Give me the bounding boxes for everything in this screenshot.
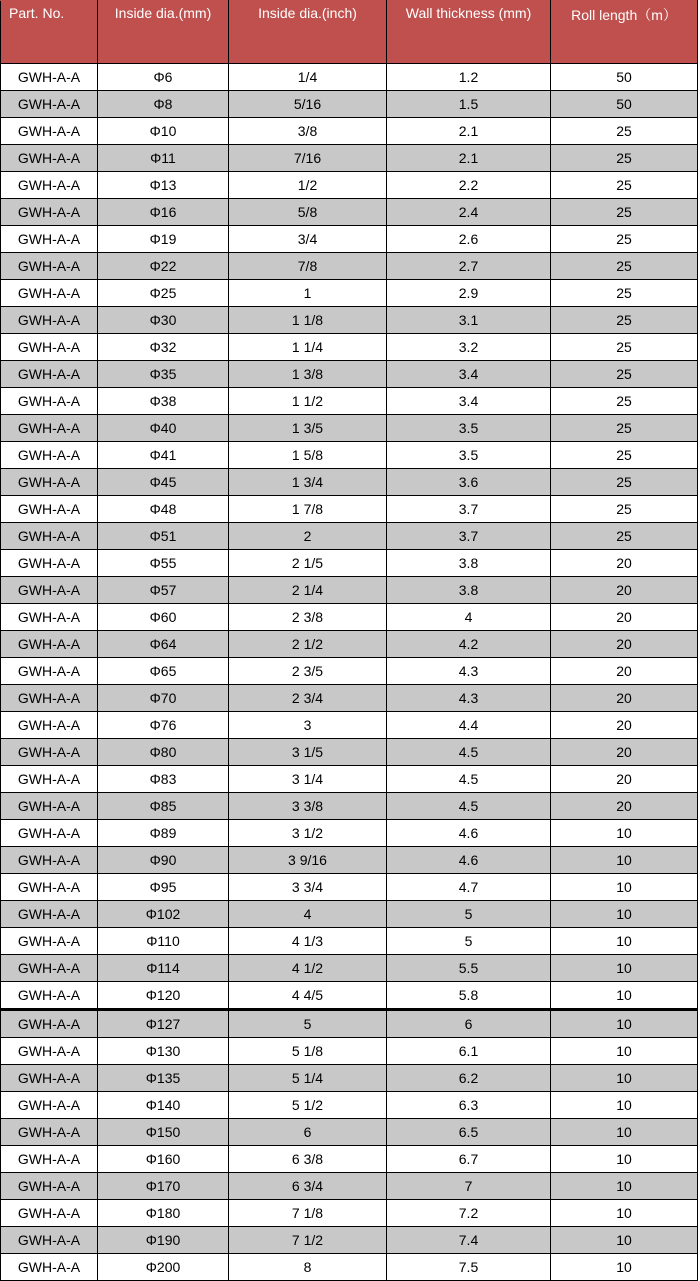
table-row [1, 469, 698, 496]
part-no-cell: GWH-A-A [1, 226, 98, 253]
wall-thickness-cell: 3.5 [387, 442, 551, 469]
inside-dia-mm-cell: Φ16 [98, 199, 229, 226]
wall-thickness-cell: 7.2 [387, 1200, 551, 1227]
inside-dia-inch-cell: 6 3/4 [229, 1173, 387, 1200]
part-no-cell: GWH-A-A [1, 928, 98, 955]
roll-length-cell: 50 [551, 64, 698, 91]
inside-dia-mm-cell: Φ60 [98, 604, 229, 631]
part-no-cell: GWH-A-A [1, 199, 98, 226]
table-row [1, 523, 698, 550]
part-no-cell: GWH-A-A [1, 91, 98, 118]
table-row [1, 766, 698, 793]
roll-length-cell: 10 [551, 982, 698, 1010]
inside-dia-mm-cell: Φ190 [98, 1227, 229, 1254]
inside-dia-mm-cell: Φ127 [98, 1010, 229, 1038]
inside-dia-mm-cell: Φ25 [98, 280, 229, 307]
wall-thickness-cell: 1.2 [387, 64, 551, 91]
inside-dia-inch-cell: 1/4 [229, 64, 387, 91]
table-row [1, 307, 698, 334]
inside-dia-mm-cell: Φ89 [98, 820, 229, 847]
inside-dia-inch-cell: 3/4 [229, 226, 387, 253]
part-no-cell: GWH-A-A [1, 334, 98, 361]
part-no-cell: GWH-A-A [1, 712, 98, 739]
inside-dia-mm-cell: Φ76 [98, 712, 229, 739]
roll-length-cell: 50 [551, 91, 698, 118]
roll-length-cell: 10 [551, 1173, 698, 1200]
inside-dia-inch-cell: 2 1/4 [229, 577, 387, 604]
table-row [1, 1010, 698, 1038]
inside-dia-inch-cell: 1 3/5 [229, 415, 387, 442]
inside-dia-inch-cell: 3 3/4 [229, 874, 387, 901]
wall-thickness-cell: 2.7 [387, 253, 551, 280]
table-row [1, 361, 698, 388]
part-no-cell: GWH-A-A [1, 685, 98, 712]
inside-dia-mm-cell: Φ200 [98, 1254, 229, 1281]
part-no-cell: GWH-A-A [1, 280, 98, 307]
wall-thickness-cell: 5.8 [387, 982, 551, 1010]
inside-dia-mm-cell: Φ102 [98, 901, 229, 928]
part-no-cell: GWH-A-A [1, 1173, 98, 1200]
part-no-cell: GWH-A-A [1, 604, 98, 631]
roll-length-cell: 20 [551, 577, 698, 604]
table-row [1, 1119, 698, 1146]
roll-length-cell: 25 [551, 469, 698, 496]
wall-thickness-cell: 4.6 [387, 820, 551, 847]
wall-thickness-cell: 2.6 [387, 226, 551, 253]
wall-thickness-cell: 3.6 [387, 469, 551, 496]
table-header [1, 1, 698, 64]
wall-thickness-cell: 4.2 [387, 631, 551, 658]
part-no-cell: GWH-A-A [1, 739, 98, 766]
table-row [1, 199, 698, 226]
wall-thickness-cell: 2.2 [387, 172, 551, 199]
inside-dia-mm-cell: Φ19 [98, 226, 229, 253]
inside-dia-inch-cell: 4 4/5 [229, 982, 387, 1010]
wall-thickness-cell: 6.7 [387, 1146, 551, 1173]
inside-dia-inch-cell: 5/8 [229, 199, 387, 226]
table-row [1, 334, 698, 361]
part-no-cell: GWH-A-A [1, 982, 98, 1010]
table-row [1, 64, 698, 91]
roll-length-cell: 10 [551, 874, 698, 901]
inside-dia-inch-cell: 2 1/5 [229, 550, 387, 577]
wall-thickness-cell: 2.1 [387, 145, 551, 172]
wall-thickness-cell: 4.3 [387, 658, 551, 685]
wall-thickness-cell: 4.4 [387, 712, 551, 739]
wall-thickness-cell: 4 [387, 604, 551, 631]
roll-length-cell: 10 [551, 1065, 698, 1092]
inside-dia-mm-cell: Φ110 [98, 928, 229, 955]
inside-dia-mm-cell: Φ135 [98, 1065, 229, 1092]
table-row [1, 1065, 698, 1092]
roll-length-cell: 10 [551, 1119, 698, 1146]
table-row [1, 928, 698, 955]
part-no-cell: GWH-A-A [1, 118, 98, 145]
inside-dia-inch-cell: 1 5/8 [229, 442, 387, 469]
inside-dia-inch-cell: 2 3/5 [229, 658, 387, 685]
part-no-cell: GWH-A-A [1, 874, 98, 901]
inside-dia-inch-cell: 1 7/8 [229, 496, 387, 523]
part-no-cell: GWH-A-A [1, 1092, 98, 1119]
wall-thickness-cell: 6.3 [387, 1092, 551, 1119]
header-wall-thickness: Wall thickness (mm) [387, 1, 551, 64]
wall-thickness-cell: 4.3 [387, 685, 551, 712]
roll-length-cell: 10 [551, 1146, 698, 1173]
part-no-cell: GWH-A-A [1, 172, 98, 199]
inside-dia-mm-cell: Φ11 [98, 145, 229, 172]
part-no-cell: GWH-A-A [1, 469, 98, 496]
inside-dia-mm-cell: Φ48 [98, 496, 229, 523]
table-row [1, 658, 698, 685]
inside-dia-inch-cell: 3 1/2 [229, 820, 387, 847]
part-no-cell: GWH-A-A [1, 361, 98, 388]
wall-thickness-cell: 4.5 [387, 766, 551, 793]
table-row [1, 712, 698, 739]
roll-length-cell: 10 [551, 1092, 698, 1119]
roll-length-cell: 25 [551, 145, 698, 172]
inside-dia-mm-cell: Φ35 [98, 361, 229, 388]
table-row [1, 442, 698, 469]
part-no-cell: GWH-A-A [1, 523, 98, 550]
table-row [1, 793, 698, 820]
inside-dia-inch-cell: 1 3/8 [229, 361, 387, 388]
inside-dia-inch-cell: 3 3/8 [229, 793, 387, 820]
inside-dia-inch-cell: 3 1/5 [229, 739, 387, 766]
wall-thickness-cell: 5 [387, 928, 551, 955]
inside-dia-mm-cell: Φ85 [98, 793, 229, 820]
part-no-cell: GWH-A-A [1, 820, 98, 847]
header-inside-dia-inch: Inside dia.(inch) [229, 1, 387, 64]
roll-length-cell: 25 [551, 415, 698, 442]
roll-length-cell: 25 [551, 253, 698, 280]
inside-dia-inch-cell: 7/8 [229, 253, 387, 280]
table-row [1, 631, 698, 658]
inside-dia-mm-cell: Φ57 [98, 577, 229, 604]
table-row [1, 739, 698, 766]
part-no-cell: GWH-A-A [1, 64, 98, 91]
part-no-cell: GWH-A-A [1, 253, 98, 280]
table-row [1, 955, 698, 982]
roll-length-cell: 25 [551, 172, 698, 199]
wall-thickness-cell: 6 [387, 1010, 551, 1038]
table-row [1, 91, 698, 118]
roll-length-cell: 25 [551, 361, 698, 388]
roll-length-cell: 25 [551, 334, 698, 361]
part-no-cell: GWH-A-A [1, 1065, 98, 1092]
wall-thickness-cell: 2.1 [387, 118, 551, 145]
roll-length-cell: 10 [551, 1227, 698, 1254]
inside-dia-mm-cell: Φ38 [98, 388, 229, 415]
part-no-cell: GWH-A-A [1, 145, 98, 172]
roll-length-cell: 25 [551, 199, 698, 226]
roll-length-cell: 25 [551, 496, 698, 523]
roll-length-cell: 10 [551, 1010, 698, 1038]
table-row [1, 1227, 698, 1254]
inside-dia-mm-cell: Φ13 [98, 172, 229, 199]
wall-thickness-cell: 7.5 [387, 1254, 551, 1281]
table-row [1, 982, 698, 1010]
roll-length-cell: 25 [551, 388, 698, 415]
roll-length-cell: 10 [551, 847, 698, 874]
table-row [1, 1254, 698, 1281]
table-row [1, 820, 698, 847]
inside-dia-mm-cell: Φ41 [98, 442, 229, 469]
table-row [1, 253, 698, 280]
inside-dia-inch-cell: 5 1/2 [229, 1092, 387, 1119]
part-no-cell: GWH-A-A [1, 766, 98, 793]
inside-dia-mm-cell: Φ30 [98, 307, 229, 334]
wall-thickness-cell: 3.4 [387, 361, 551, 388]
wall-thickness-cell: 3.7 [387, 523, 551, 550]
table-row [1, 577, 698, 604]
wall-thickness-cell: 5 [387, 901, 551, 928]
inside-dia-inch-cell: 3 [229, 712, 387, 739]
roll-length-cell: 25 [551, 442, 698, 469]
part-no-cell: GWH-A-A [1, 388, 98, 415]
wall-thickness-cell: 2.9 [387, 280, 551, 307]
inside-dia-mm-cell: Φ32 [98, 334, 229, 361]
inside-dia-mm-cell: Φ70 [98, 685, 229, 712]
table-row [1, 1038, 698, 1065]
inside-dia-mm-cell: Φ90 [98, 847, 229, 874]
inside-dia-mm-cell: Φ22 [98, 253, 229, 280]
roll-length-cell: 20 [551, 550, 698, 577]
part-no-cell: GWH-A-A [1, 1038, 98, 1065]
roll-length-cell: 10 [551, 820, 698, 847]
roll-length-cell: 20 [551, 658, 698, 685]
inside-dia-mm-cell: Φ55 [98, 550, 229, 577]
table-row [1, 550, 698, 577]
roll-length-cell: 25 [551, 118, 698, 145]
wall-thickness-cell: 3.7 [387, 496, 551, 523]
header-part-no: Part. No. [1, 1, 98, 64]
roll-length-cell: 20 [551, 712, 698, 739]
part-no-cell: GWH-A-A [1, 1227, 98, 1254]
inside-dia-inch-cell: 2 [229, 523, 387, 550]
inside-dia-inch-cell: 5 1/4 [229, 1065, 387, 1092]
wall-thickness-cell: 3.2 [387, 334, 551, 361]
table-row [1, 604, 698, 631]
inside-dia-mm-cell: Φ6 [98, 64, 229, 91]
roll-length-cell: 20 [551, 766, 698, 793]
table-row [1, 118, 698, 145]
part-no-cell: GWH-A-A [1, 415, 98, 442]
inside-dia-inch-cell: 2 3/8 [229, 604, 387, 631]
wall-thickness-cell: 3.5 [387, 415, 551, 442]
inside-dia-inch-cell: 2 3/4 [229, 685, 387, 712]
table-row [1, 1173, 698, 1200]
inside-dia-inch-cell: 1 [229, 280, 387, 307]
roll-length-cell: 25 [551, 226, 698, 253]
inside-dia-inch-cell: 7/16 [229, 145, 387, 172]
part-no-cell: GWH-A-A [1, 1254, 98, 1281]
inside-dia-inch-cell: 4 1/2 [229, 955, 387, 982]
wall-thickness-cell: 4.7 [387, 874, 551, 901]
part-no-cell: GWH-A-A [1, 496, 98, 523]
table-row [1, 280, 698, 307]
inside-dia-inch-cell: 4 [229, 901, 387, 928]
inside-dia-inch-cell: 1 1/8 [229, 307, 387, 334]
inside-dia-inch-cell: 6 3/8 [229, 1146, 387, 1173]
part-no-cell: GWH-A-A [1, 1200, 98, 1227]
inside-dia-inch-cell: 5/16 [229, 91, 387, 118]
part-no-cell: GWH-A-A [1, 1146, 98, 1173]
part-no-cell: GWH-A-A [1, 307, 98, 334]
inside-dia-inch-cell: 3 1/4 [229, 766, 387, 793]
inside-dia-mm-cell: Φ65 [98, 658, 229, 685]
wall-thickness-cell: 2.4 [387, 199, 551, 226]
inside-dia-inch-cell: 1 1/4 [229, 334, 387, 361]
part-no-cell: GWH-A-A [1, 847, 98, 874]
part-no-cell: GWH-A-A [1, 577, 98, 604]
inside-dia-mm-cell: Φ45 [98, 469, 229, 496]
inside-dia-mm-cell: Φ83 [98, 766, 229, 793]
inside-dia-mm-cell: Φ8 [98, 91, 229, 118]
roll-length-cell: 25 [551, 523, 698, 550]
table-row [1, 901, 698, 928]
wall-thickness-cell: 4.5 [387, 793, 551, 820]
wall-thickness-cell: 3.4 [387, 388, 551, 415]
inside-dia-inch-cell: 7 1/8 [229, 1200, 387, 1227]
part-no-cell: GWH-A-A [1, 793, 98, 820]
wall-thickness-cell: 4.6 [387, 847, 551, 874]
roll-length-cell: 10 [551, 901, 698, 928]
part-no-cell: GWH-A-A [1, 658, 98, 685]
inside-dia-mm-cell: Φ64 [98, 631, 229, 658]
wall-thickness-cell: 6.5 [387, 1119, 551, 1146]
wall-thickness-cell: 3.8 [387, 577, 551, 604]
table-row [1, 172, 698, 199]
roll-length-cell: 25 [551, 307, 698, 334]
inside-dia-mm-cell: Φ114 [98, 955, 229, 982]
roll-length-cell: 10 [551, 955, 698, 982]
inside-dia-inch-cell: 1/2 [229, 172, 387, 199]
inside-dia-inch-cell: 1 1/2 [229, 388, 387, 415]
wall-thickness-cell: 5.5 [387, 955, 551, 982]
table-row [1, 1200, 698, 1227]
inside-dia-inch-cell: 4 1/3 [229, 928, 387, 955]
part-no-cell: GWH-A-A [1, 955, 98, 982]
roll-length-cell: 25 [551, 280, 698, 307]
wall-thickness-cell: 7.4 [387, 1227, 551, 1254]
inside-dia-mm-cell: Φ180 [98, 1200, 229, 1227]
roll-length-cell: 10 [551, 1200, 698, 1227]
header-row [1, 1, 698, 64]
inside-dia-mm-cell: Φ170 [98, 1173, 229, 1200]
wall-thickness-cell: 3.1 [387, 307, 551, 334]
inside-dia-mm-cell: Φ160 [98, 1146, 229, 1173]
roll-length-cell: 10 [551, 1038, 698, 1065]
wall-thickness-cell: 6.1 [387, 1038, 551, 1065]
inside-dia-mm-cell: Φ51 [98, 523, 229, 550]
roll-length-cell: 20 [551, 685, 698, 712]
inside-dia-mm-cell: Φ140 [98, 1092, 229, 1119]
wall-thickness-cell: 4.5 [387, 739, 551, 766]
part-no-cell: GWH-A-A [1, 1010, 98, 1038]
table-row [1, 415, 698, 442]
header-roll-length: Roll length（m） [551, 1, 698, 64]
table-row [1, 685, 698, 712]
inside-dia-inch-cell: 5 [229, 1010, 387, 1038]
wall-thickness-cell: 3.8 [387, 550, 551, 577]
inside-dia-inch-cell: 3 9/16 [229, 847, 387, 874]
inside-dia-mm-cell: Φ130 [98, 1038, 229, 1065]
table-body [1, 64, 698, 1281]
wall-thickness-cell: 6.2 [387, 1065, 551, 1092]
roll-length-cell: 20 [551, 739, 698, 766]
inside-dia-inch-cell: 2 1/2 [229, 631, 387, 658]
inside-dia-mm-cell: Φ120 [98, 982, 229, 1010]
table-row [1, 226, 698, 253]
table-row [1, 847, 698, 874]
part-no-cell: GWH-A-A [1, 550, 98, 577]
inside-dia-mm-cell: Φ40 [98, 415, 229, 442]
inside-dia-inch-cell: 8 [229, 1254, 387, 1281]
inside-dia-inch-cell: 6 [229, 1119, 387, 1146]
part-no-cell: GWH-A-A [1, 901, 98, 928]
inside-dia-mm-cell: Φ10 [98, 118, 229, 145]
roll-length-cell: 20 [551, 604, 698, 631]
roll-length-cell: 10 [551, 928, 698, 955]
table-row [1, 1146, 698, 1173]
roll-length-cell: 10 [551, 1254, 698, 1281]
roll-length-cell: 20 [551, 631, 698, 658]
part-no-cell: GWH-A-A [1, 631, 98, 658]
roll-length-cell: 20 [551, 793, 698, 820]
table-row [1, 496, 698, 523]
wall-thickness-cell: 7 [387, 1173, 551, 1200]
inside-dia-mm-cell: Φ95 [98, 874, 229, 901]
wall-thickness-cell: 1.5 [387, 91, 551, 118]
part-no-cell: GWH-A-A [1, 1119, 98, 1146]
inside-dia-mm-cell: Φ150 [98, 1119, 229, 1146]
header-inside-dia-mm: Inside dia.(mm) [98, 1, 229, 64]
table-row [1, 388, 698, 415]
inside-dia-inch-cell: 5 1/8 [229, 1038, 387, 1065]
table-row [1, 145, 698, 172]
table-row [1, 874, 698, 901]
inside-dia-inch-cell: 1 3/4 [229, 469, 387, 496]
inside-dia-inch-cell: 3/8 [229, 118, 387, 145]
part-no-cell: GWH-A-A [1, 442, 98, 469]
inside-dia-mm-cell: Φ80 [98, 739, 229, 766]
inside-dia-inch-cell: 7 1/2 [229, 1227, 387, 1254]
table-row [1, 1092, 698, 1119]
